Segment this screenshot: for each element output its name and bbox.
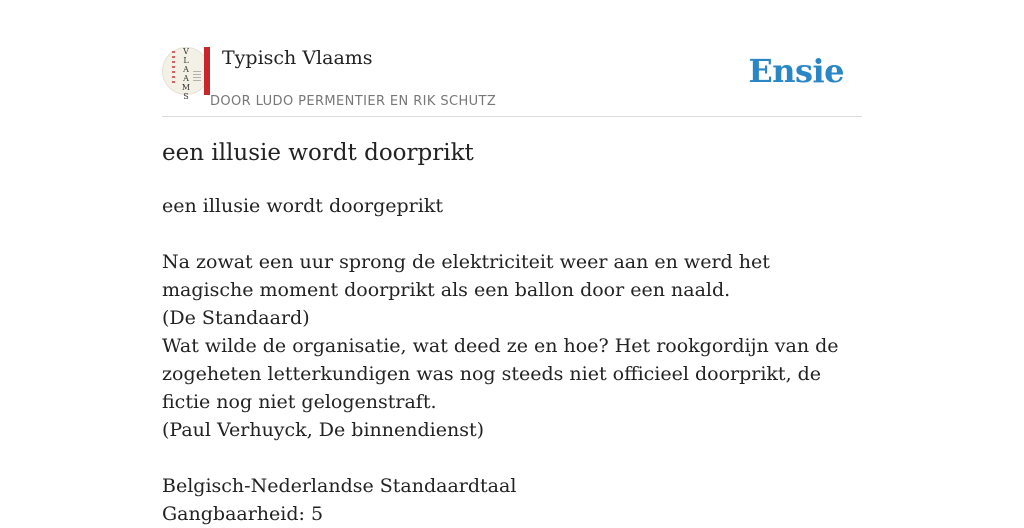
language-variant: Belgisch-Nederlandse Standaardtaal (162, 475, 517, 497)
entry-body (162, 192, 864, 528)
brand-logo[interactable]: Ensie (748, 52, 844, 90)
example-sentence: Na zowat een uur sprong de elektriciteit weer aan en werd het magische moment doorprikt als een ballon door een naald. (162, 251, 770, 301)
definition-line: een illusie wordt doorgeprikt (162, 195, 443, 217)
book-cover-thumbnail[interactable] (162, 47, 210, 101)
entry-header (162, 44, 862, 117)
usage-frequency: Gangbaarheid: 5 (162, 503, 324, 525)
example-source: (De Standaard) (162, 307, 310, 329)
example-sentence: Wat wilde de organisatie, wat deed ze en hoe? Het rookgordijn van de zogeheten letterkundigen was nog steeds niet officieel doorprikt, de fictie nog niet gelogenstraft. (162, 335, 839, 413)
cover-spine-letters: V L A A M S (181, 47, 191, 101)
cover-text-lines (193, 71, 201, 81)
blank-line (162, 444, 864, 472)
blank-line (162, 220, 864, 248)
book-authors: DOOR LUDO PERMENTIER EN RIK SCHUTZ (210, 94, 497, 109)
example-source: (Paul Verhuyck, De binnendienst) (162, 419, 484, 441)
cover-red-bar (204, 47, 210, 95)
entry-title: een illusie wordt doorprikt (162, 140, 474, 166)
cover-red-marks (172, 51, 175, 85)
book-title[interactable]: Typisch Vlaams (222, 47, 373, 69)
